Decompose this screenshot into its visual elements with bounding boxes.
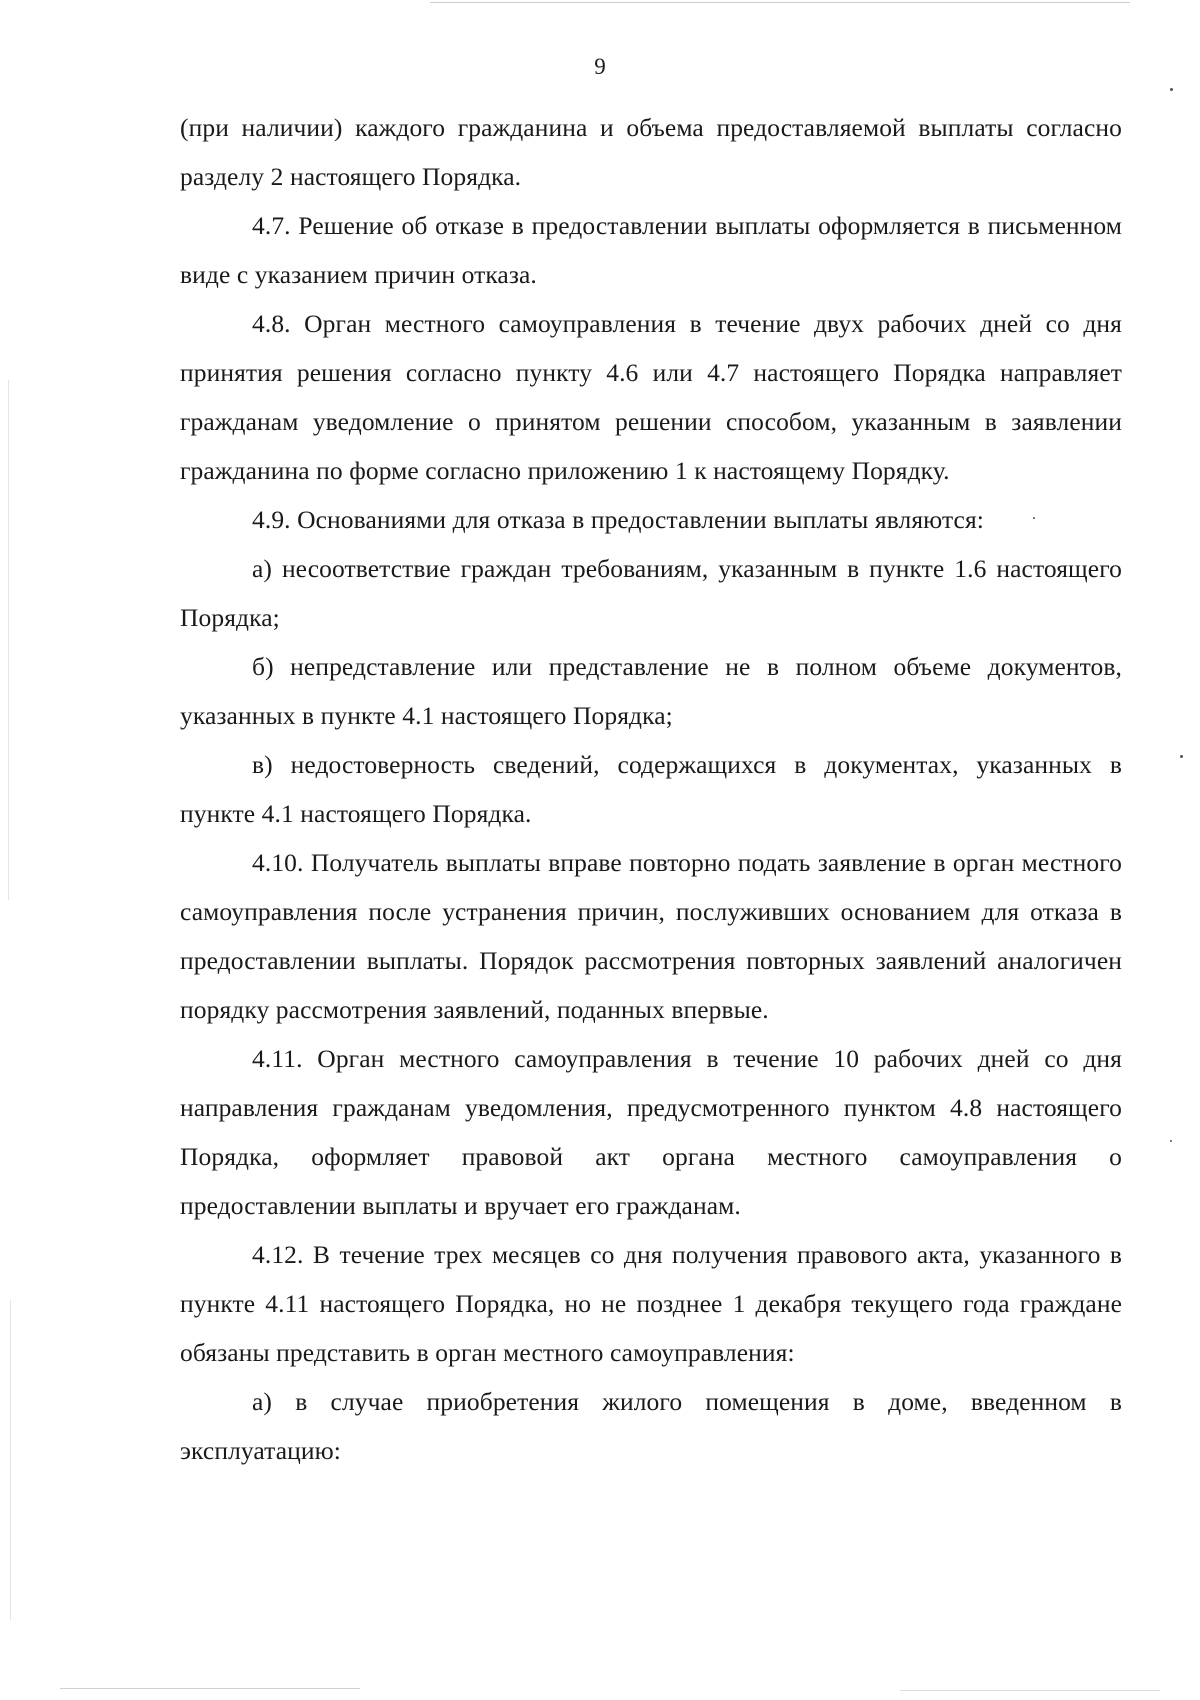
scan-speck (1180, 755, 1183, 758)
paragraph-4-11: 4.11. Орган местного самоуправления в течение 10 рабочих дней со дня направления гражданам уведомления, предусмотренного пунктом 4.8 настоящего Порядка, оформляет правовой акт органа местного самоуправления о предоставлении выплаты и вручает его гражданам. (180, 1044, 1122, 1220)
paragraph-4-12: 4.12. В течение трех месяцев со дня получения правового акта, указанного в пункте 4.11 настоящего Порядка, но не позднее 1 декабря текущего года граждане обязаны представить в орган местного самоуправления: (180, 1240, 1122, 1367)
document-body (180, 103, 1122, 1475)
scan-edge-top (430, 2, 1130, 3)
scan-edge-bottom (60, 1688, 360, 1689)
paragraph-4-9-b: б) непредставление или представление не в полном объеме документов, указанных в пункте 4.1 настоящего Порядка; (180, 652, 1122, 730)
scan-edge-left-lower (10, 1300, 11, 1620)
scan-edge-left (8, 380, 9, 900)
paragraph-4-12-a: а) в случае приобретения жилого помещения в доме, введенном в эксплуатацию: (180, 1387, 1122, 1465)
paragraph-4-9: 4.9. Основаниями для отказа в предоставлении выплаты являются: (252, 505, 984, 534)
page-number: 9 (594, 54, 606, 79)
paragraph-continuation: (при наличии) каждого гражданина и объема предоставляемой выплаты согласно разделу 2 настоящего Порядка. (180, 113, 1122, 191)
paragraph-4-8: 4.8. Орган местного самоуправления в течение двух рабочих дней со дня принятия решения согласно пункту 4.6 или 4.7 настоящего Порядка направляет гражданам уведомление о принятом решении способом, указанным в заявлении гражданина по форме согласно приложению 1 к настоящему Порядку. (180, 309, 1122, 485)
paragraph-4-7: 4.7. Решение об отказе в предоставлении выплаты оформляется в письменном виде с указанием причин отказа. (180, 211, 1122, 289)
paragraph-4-9-c: в) недостоверность сведений, содержащихся в документах, указанных в пункте 4.1 настоящего Порядка. (180, 750, 1122, 828)
paragraph-4-10: 4.10. Получатель выплаты вправе повторно подать заявление в орган местного самоуправления после устранения причин, послуживших основанием для отказа в предоставлении выплаты. Порядок рассмотрения повторных заявлений аналогичен порядку рассмотрения заявлений, поданных впервые. (180, 848, 1122, 1024)
paragraph-4-9-a: а) несоответствие граждан требованиям, указанным в пункте 1.6 настоящего Порядка; (180, 554, 1122, 632)
scan-speck (1170, 1140, 1172, 1142)
scan-speck (1170, 88, 1173, 91)
scan-edge-bottom-right (900, 1690, 1160, 1691)
